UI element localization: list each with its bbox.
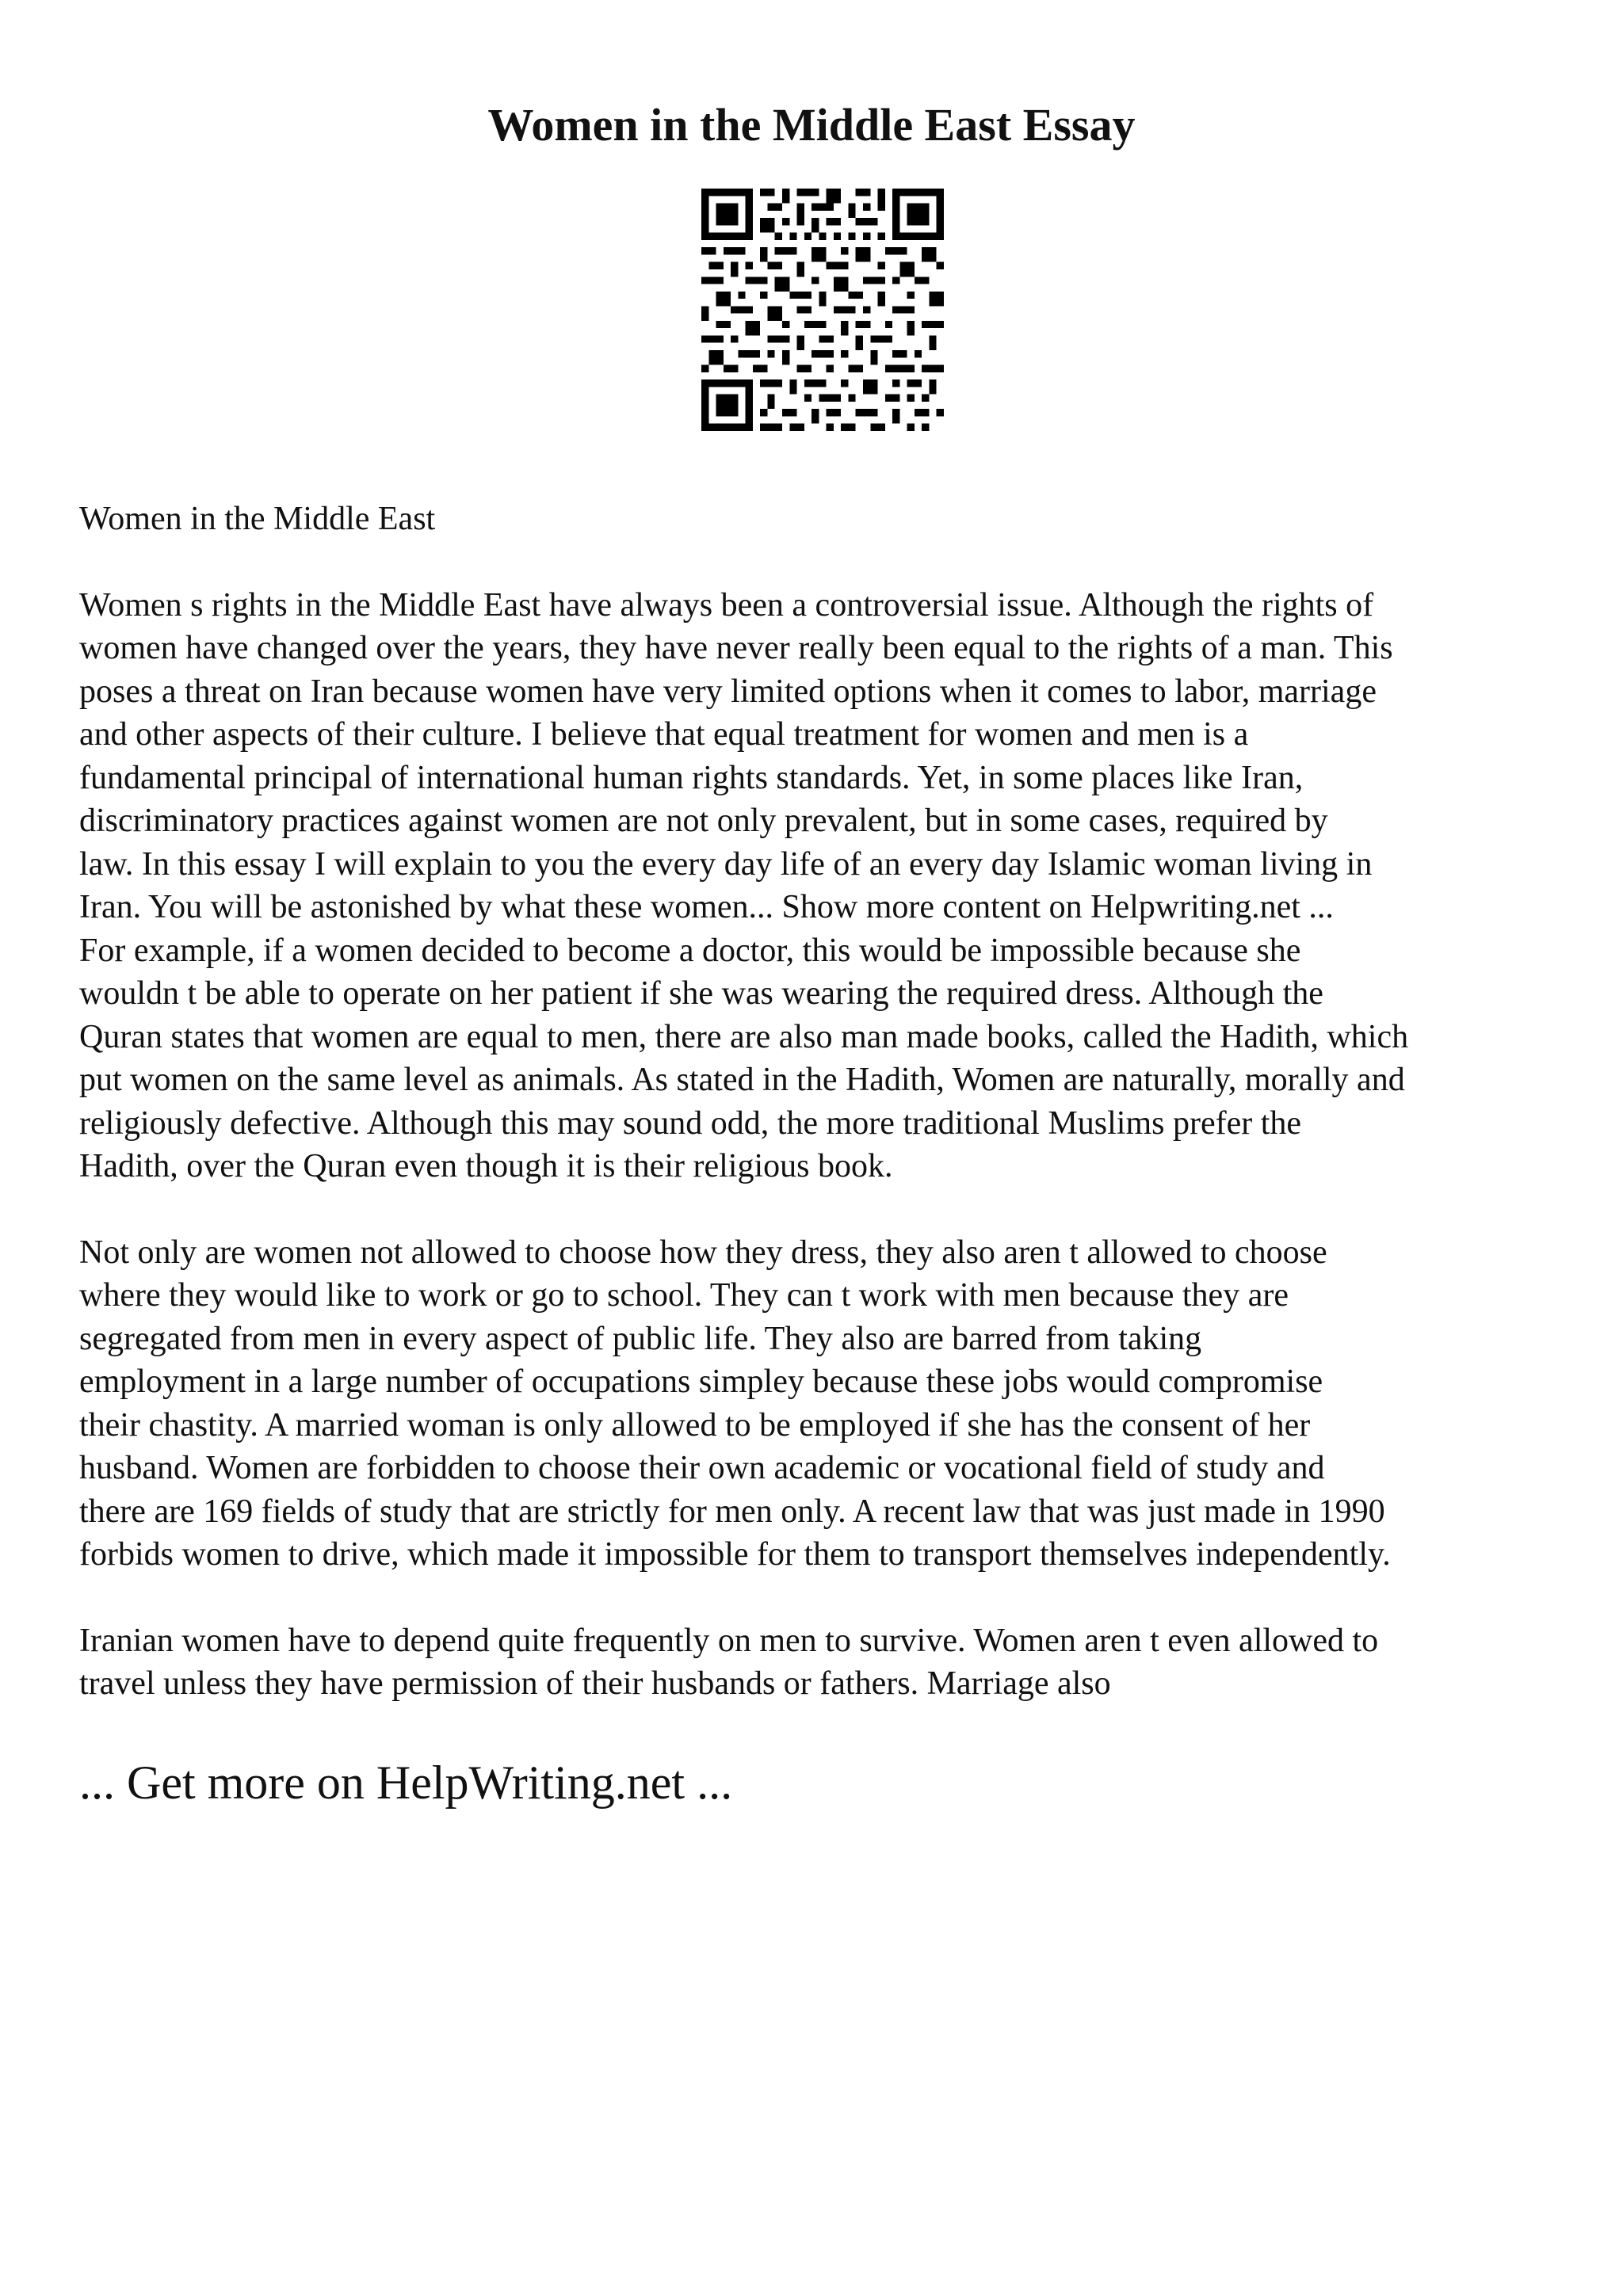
essay-line: poses a threat on Iran because women have very limited options when it comes to labor, marriage <box>79 673 1377 710</box>
essay-line: there are 169 fields of study that are strictly for men only. A recent law that was just made in 1990 <box>79 1493 1385 1530</box>
essay-line: travel unless they have permission of their husbands or fathers. Marriage also <box>79 1665 1111 1702</box>
essay-line: Iranian women have to depend quite frequently on men to survive. Women aren t even allowed to <box>79 1622 1379 1659</box>
essay-line: forbids women to drive, which made it impossible for them to transport themselves independently. <box>79 1536 1391 1573</box>
essay-subtitle: Women in the Middle East <box>79 501 436 537</box>
essay-line: religiously defective. Although this may sound odd, the more traditional Muslims prefer the <box>79 1104 1302 1142</box>
essay-line: where they would like to work or go to school. They can t work with men because they are <box>79 1277 1289 1314</box>
essay-line: and other aspects of their culture. I believe that equal treatment for women and men is a <box>79 716 1249 753</box>
essay-line: discriminatory practices against women are not only prevalent, but in some cases, required by <box>79 803 1328 839</box>
essay-line: Hadith, over the Quran even though it is their religious book. <box>79 1148 893 1184</box>
essay-body <box>79 498 1569 1749</box>
essay-line: Quran states that women are equal to men, there are also man made books, called the Hadith, which <box>79 1018 1409 1055</box>
essay-line: put women on the same level as animals. As stated in the Hadith, Women are naturally, morally and <box>79 1062 1405 1098</box>
essay-line: Iran. You will be astonished by what these women... Show more content on Helpwriting.net ... <box>79 889 1334 925</box>
essay-line: employment in a large number of occupations simpley because these jobs would compromise <box>79 1363 1323 1400</box>
essay-line: For example, if a women decided to become a doctor, this would be impossible because she <box>79 932 1301 969</box>
essay-line: husband. Women are forbidden to choose their own academic or vocational field of study and <box>79 1450 1325 1486</box>
essay-line: women have changed over the years, they have never really been equal to the rights of a man. This <box>79 630 1393 666</box>
essay-line: wouldn t be able to operate on her patient if she was wearing the required dress. Although the <box>79 975 1323 1012</box>
essay-paragraph-3 <box>79 1619 1569 1706</box>
essay-line: Not only are women not allowed to choose how they dress, they also aren t allowed to choose <box>79 1234 1327 1271</box>
essay-line: fundamental principal of international human rights standards. Yet, in some places like Iran, <box>79 759 1304 796</box>
essay-paragraph-2 <box>79 1231 1569 1577</box>
essay-paragraph-1 <box>79 584 1569 1188</box>
essay-line: their chastity. A married woman is only allowed to be employed if she has the consent of her <box>79 1406 1311 1444</box>
page-title: Women in the Middle East Essay <box>487 99 1136 151</box>
essay-line: segregated from men in every aspect of public life. They also are barred from taking <box>79 1320 1202 1357</box>
essay-line: Women s rights in the Middle East have always been a controversial issue. Although the rights of <box>79 586 1374 624</box>
qr-code <box>701 189 944 431</box>
get-more-link[interactable]: ... Get more on HelpWriting.net ... <box>79 1756 733 1809</box>
essay-line: law. In this essay I will explain to you the every day life of an every day Islamic woman living in <box>79 845 1373 883</box>
